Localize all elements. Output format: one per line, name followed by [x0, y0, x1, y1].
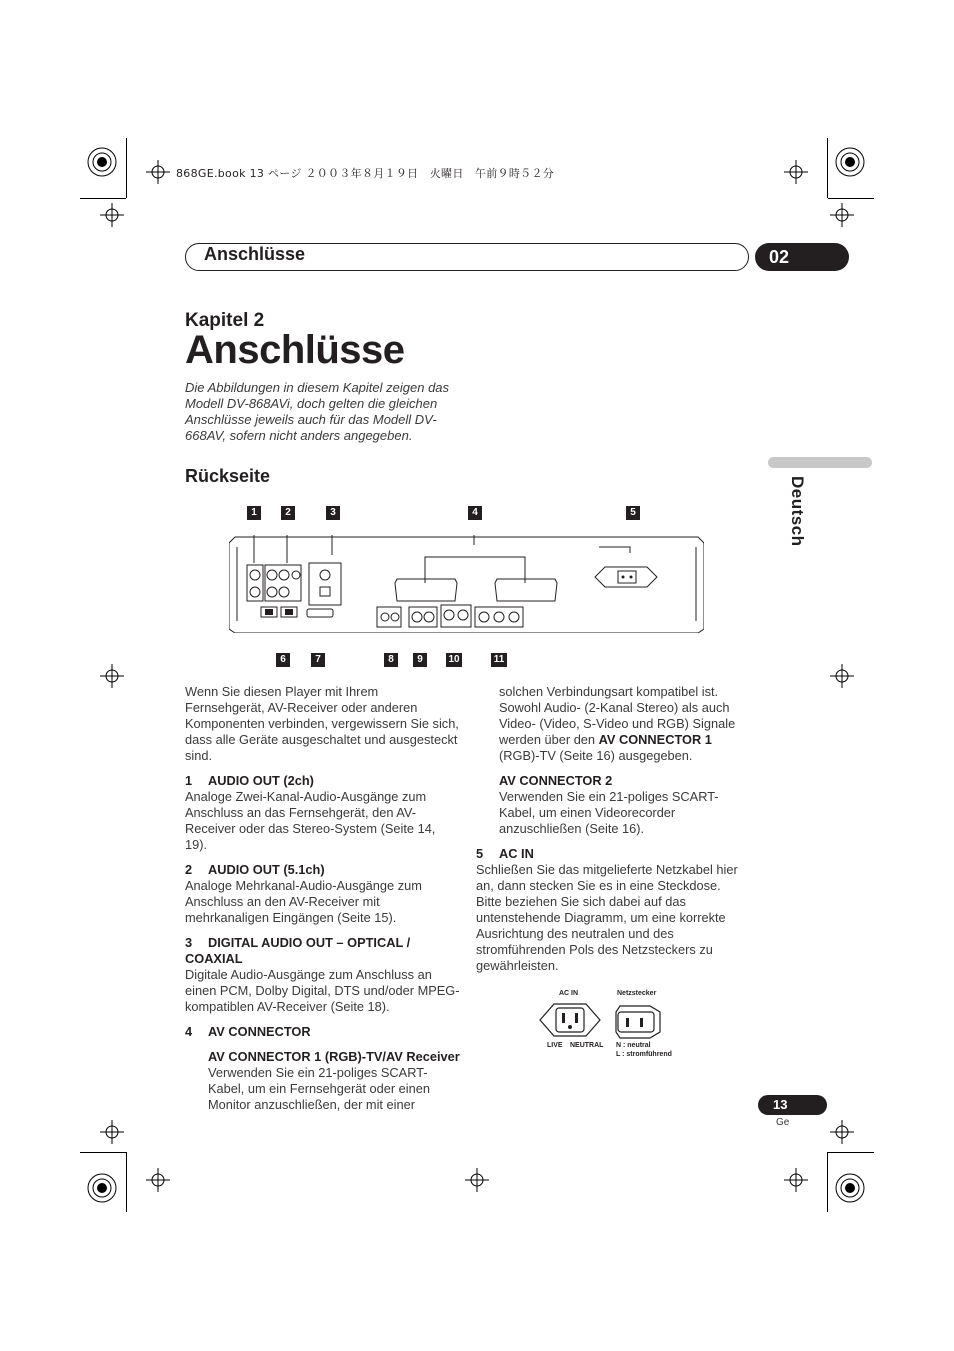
chapter-intro: Die Abbildungen in diesem Kapitel zeigen das Modell DV-868AVi, doch gelten die gleichen Anschlüsse jeweils auch für das Modell DV-668AV, sofern nicht anders angegeben. [185, 380, 450, 443]
item-4-title: AV CONNECTOR [208, 1024, 311, 1039]
page-number: 13 [758, 1095, 827, 1115]
item-1-title: AUDIO OUT (2ch) [208, 773, 314, 788]
callout-6: 6 [276, 653, 290, 667]
item-1-num: 1 [185, 773, 193, 788]
callout-11: 11 [491, 653, 507, 667]
item-5-heading [476, 846, 746, 862]
ac-plug-icon [538, 1000, 662, 1040]
language-tab [768, 457, 872, 468]
callout-9: 9 [413, 653, 427, 667]
item-3-heading [185, 935, 460, 967]
callout-1: 1 [247, 506, 261, 520]
file-header: 868GE.book 13 ページ ２００３年８月１９日 火曜日 午前９時５２分 [176, 167, 555, 180]
chapter-label: Kapitel 2 [185, 310, 265, 331]
callout-2: 2 [281, 506, 295, 520]
item-5-title: AC IN [499, 846, 534, 861]
av1-continued [476, 684, 746, 764]
chapter-number-badge: 02 [755, 243, 849, 271]
language-label: Deutsch [788, 476, 807, 547]
page-title: Anschlüsse [185, 328, 405, 372]
neutral-legend: N : neutral [616, 1042, 651, 1049]
item-5-num: 5 [476, 846, 484, 861]
left-column [185, 684, 460, 1113]
page-lang: Ge [776, 1117, 790, 1128]
left-intro: Wenn Sie diesen Player mit Ihrem Fernsehgerät, AV-Receiver oder anderen Komponenten verbinden, vergewissern Sie sich, dass alle Geräte ausgeschaltet und ausgesteckt sind. [185, 684, 459, 763]
av1-cont-bold: AV CONNECTOR 1 [598, 732, 712, 747]
item-2-heading [185, 862, 460, 878]
item-3-title: DIGITAL AUDIO OUT – OPTICAL / COAXIAL [185, 935, 411, 966]
callout-8: 8 [384, 653, 398, 667]
live-label: LIVE [547, 1042, 563, 1049]
callout-7: 7 [311, 653, 325, 667]
callout-10: 10 [446, 653, 462, 667]
item-3-text: Digitale Audio-Ausgänge zum Anschluss an einen PCM, Dolby Digital, DTS und/oder MPEG-kompatiblen AV-Receiver (Seite 18). [185, 967, 460, 1014]
sub-heading-av1: AV CONNECTOR 1 (RGB)-TV/AV Receiver [208, 1049, 460, 1064]
callout-4: 4 [468, 506, 482, 520]
right-column [476, 684, 746, 974]
item-3-num: 3 [185, 935, 193, 950]
av2-text: Verwenden Sie ein 21-poliges SCART-Kabel, um einen Videorecorder anzuschließen (Seite 16). [499, 789, 719, 836]
callout-3: 3 [326, 506, 340, 520]
callout-5: 5 [626, 506, 640, 520]
item-5-text: Schließen Sie das mitgelieferte Netzkabel hier an, dann stecken Sie es in eine Steckdose. Bitte beziehen Sie sich dabei auf das untenstehende Diagramm, um eine korrekte Ausrichtung des neutralen und des stromführenden Pols des Netzsteckers zu gewährleisten. [476, 862, 738, 973]
item-1-text: Analoge Zwei-Kanal-Audio-Ausgänge zum Anschluss an das Fernsehgerät, den AV-Receiver oder das Stereo-System (Seite 14, 19). [185, 789, 436, 852]
item-2-title: AUDIO OUT (5.1ch) [208, 862, 325, 877]
item-1-heading [185, 773, 460, 789]
live-legend: L : stromführend [616, 1051, 672, 1058]
ac-in-label: AC IN [559, 990, 579, 997]
av2-heading: AV CONNECTOR 2 [499, 773, 613, 788]
av1-cont-text-1: solchen Verbindungsart kompatibel ist. Sowohl Audio- (2-Kanal Stereo) als auch Video- (Video, S-Video und RGB) Signale werden über den [499, 684, 736, 747]
rear-panel-diagram [229, 535, 704, 633]
neutral-label: NEUTRAL [570, 1042, 604, 1049]
item-4-num: 4 [185, 1024, 193, 1039]
section-title: Rückseite [185, 466, 271, 486]
sub-text-av1: Verwenden Sie ein 21-poliges SCART-Kabel, um ein Fernsehgerät oder einen Monitor anzuschließen, der mit einer [208, 1065, 430, 1112]
header-title: Anschlüsse [204, 244, 306, 264]
item-2-text: Analoge Mehrkanal-Audio-Ausgänge zum Anschluss an den AV-Receiver mit mehrkanaligen Eingängen (Seite 15). [185, 878, 422, 925]
item-2-num: 2 [185, 862, 193, 877]
plug-label: Netzstecker [617, 990, 657, 997]
av1-cont-text-2: (RGB)-TV (Seite 16) ausgegeben. [499, 748, 693, 763]
item-4-heading [185, 1024, 460, 1040]
